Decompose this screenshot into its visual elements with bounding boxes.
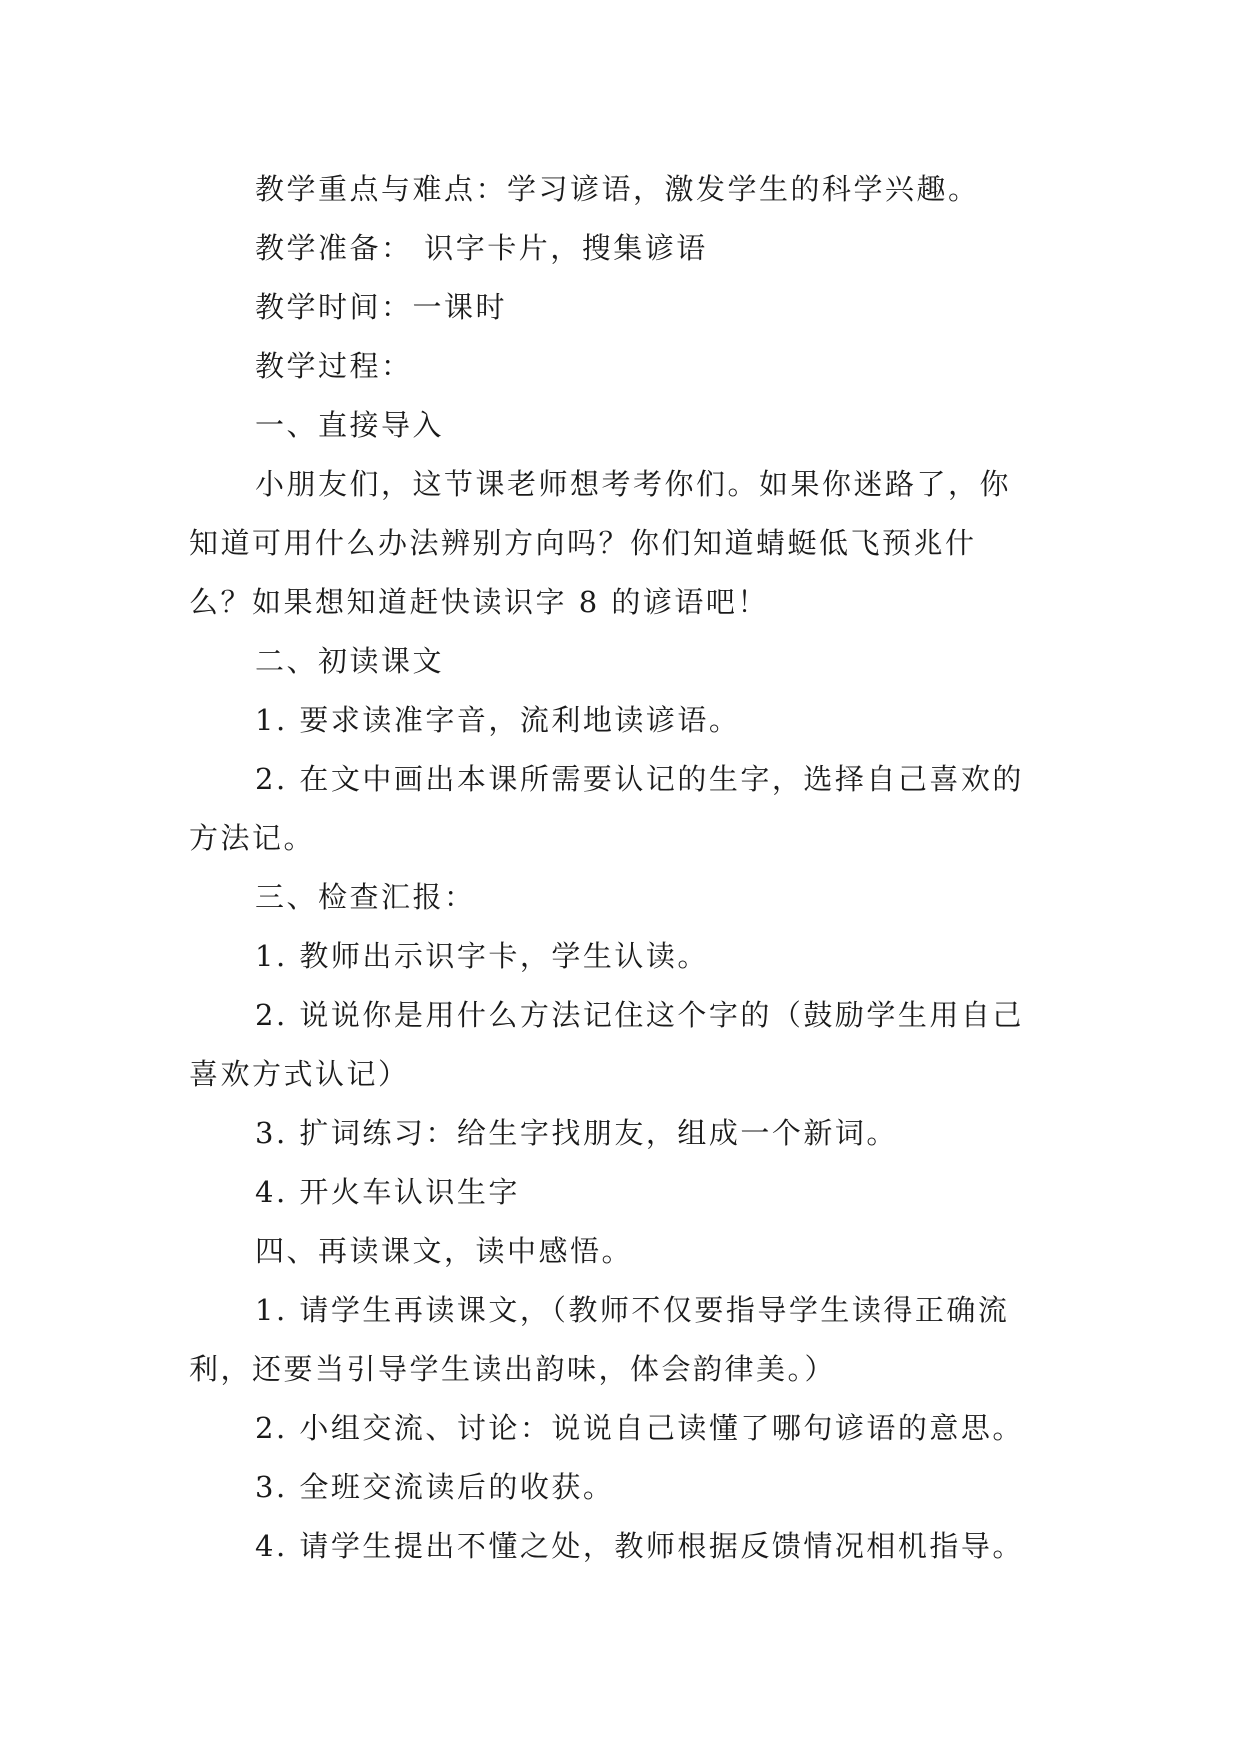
list-item: 4. 开火车认识生字: [255, 1175, 520, 1209]
text-line: 喜欢方式认记）: [189, 1057, 410, 1091]
text-line: 么？如果想知道赶快读识字 8 的谚语吧！: [189, 585, 769, 619]
text-line: 教学准备： 识字卡片，搜集谚语: [255, 231, 708, 265]
text-line: 知道可用什么办法辨别方向吗？你们知道蜻蜓低飞预兆什: [189, 526, 977, 560]
list-item: 3. 扩词练习：给生字找朋友，组成一个新词。: [255, 1116, 898, 1150]
section-heading: 四、再读课文，读中感悟。: [255, 1234, 634, 1268]
list-item: 2. 在文中画出本课所需要认记的生字，选择自己喜欢的: [255, 762, 1024, 796]
list-item: 2. 说说你是用什么方法记住这个字的（鼓励学生用自己: [255, 998, 1024, 1032]
text-line: 小朋友们，这节课老师想考考你们。如果你迷路了，你: [255, 467, 1012, 501]
section-heading: 一、直接导入: [255, 408, 445, 442]
list-item: 2. 小组交流、讨论：说说自己读懂了哪句谚语的意思。: [255, 1411, 1024, 1445]
list-item: 1. 要求读准字音，流利地读谚语。: [255, 703, 741, 737]
list-item: 3. 全班交流读后的收获。: [255, 1470, 615, 1504]
text-line: 教学时间：一课时: [255, 290, 508, 324]
list-item: 1. 请学生再读课文，（教师不仅要指导学生读得正确流: [255, 1293, 1010, 1327]
text-line: 方法记。: [189, 821, 316, 855]
text-line: 教学重点与难点：学习谚语，激发学生的科学兴趣。: [255, 172, 980, 206]
document-body: [189, 160, 1059, 1576]
section-heading: 三、检查汇报：: [255, 880, 476, 914]
list-item: 4. 请学生提出不懂之处，教师根据反馈情况相机指导。: [255, 1529, 1024, 1563]
list-item: 1. 教师出示识字卡，学生认读。: [255, 939, 709, 973]
section-heading: 二、初读课文: [255, 644, 445, 678]
text-line: 教学过程：: [255, 349, 413, 383]
text-line: 利，还要当引导学生读出韵味，体会韵律美。）: [189, 1352, 837, 1386]
